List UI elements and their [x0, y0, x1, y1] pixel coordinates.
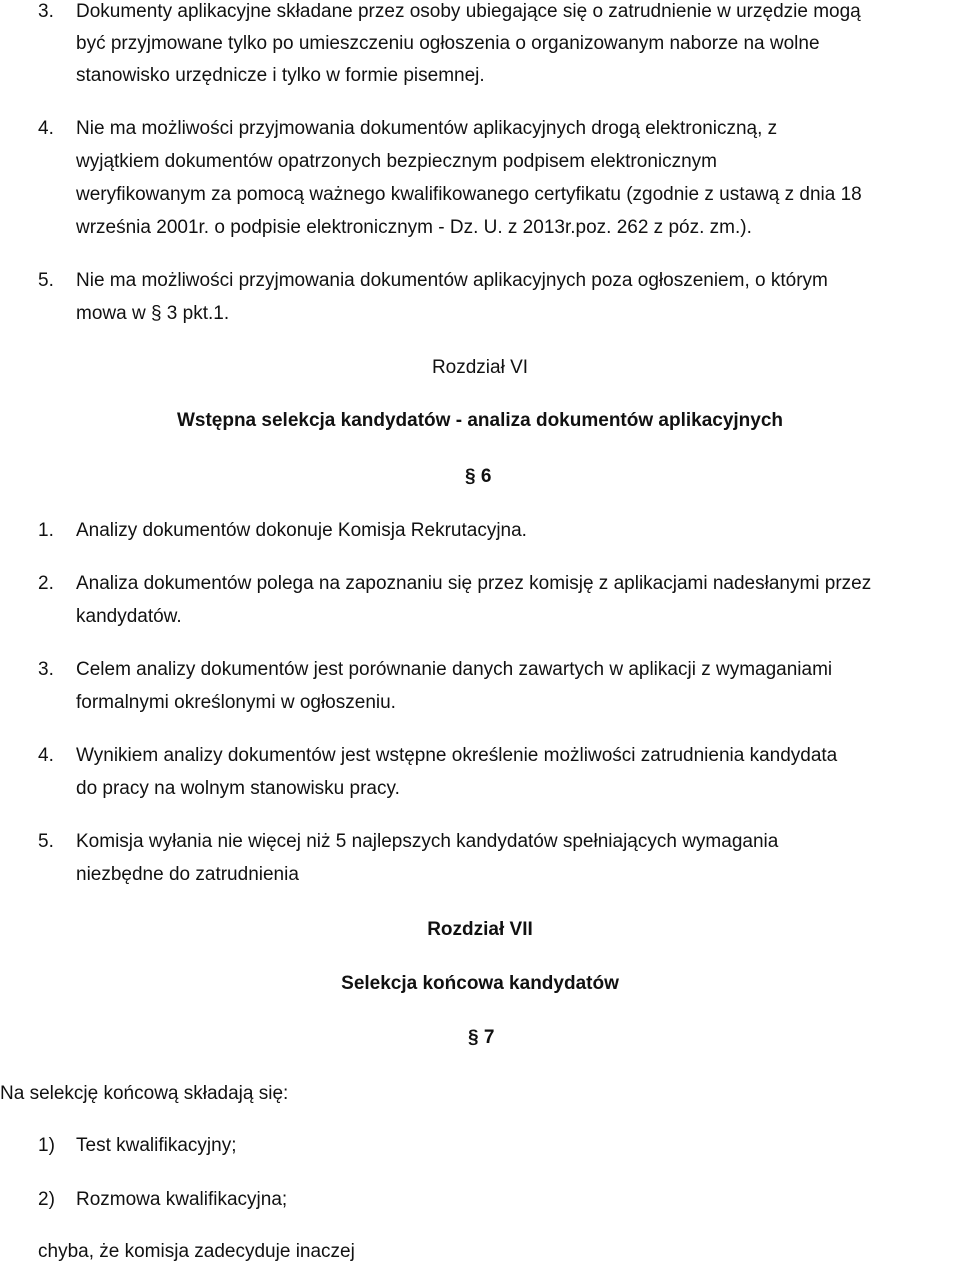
- item-text-line: być przyjmowane tylko po umieszczeniu ogłoszenia o organizowanym naborze na wolne: [76, 33, 820, 54]
- item-text-line: Nie ma możliwości przyjmowania dokumentów aplikacyjnych poza ogłoszeniem, o którym: [76, 270, 828, 291]
- item-text-line: Analizy dokumentów dokonuje Komisja Rekrutacyjna.: [76, 520, 527, 541]
- item-number: 1): [38, 1135, 55, 1156]
- item-number: 3.: [38, 1, 54, 22]
- note-text: chyba, że komisja zadecyduje inaczej: [38, 1241, 355, 1262]
- item-text-line: Rozmowa kwalifikacyjna;: [76, 1189, 288, 1210]
- item-text-line: do pracy na wolnym stanowisku pracy.: [76, 778, 400, 799]
- intro-text: Na selekcję końcową składają się:: [0, 1083, 289, 1104]
- item-text-line: Komisja wyłania nie więcej niż 5 najlepszych kandydatów spełniających wymagania: [76, 831, 779, 852]
- item-number: 5.: [38, 270, 54, 291]
- item-number: 3.: [38, 659, 54, 680]
- item-text-line: mowa w § 3 pkt.1.: [76, 303, 230, 324]
- item-text-line: wyjątkiem dokumentów opatrzonych bezpiecznym podpisem elektronicznym: [76, 151, 718, 172]
- item-text-line: Celem analizy dokumentów jest porównanie danych zawartych w aplikacji z wymaganiami: [76, 659, 833, 680]
- item-text-line: Wynikiem analizy dokumentów jest wstępne określenie możliwości zatrudnienia kandydata: [76, 745, 838, 766]
- item-number: 2): [38, 1189, 55, 1210]
- chapter-title: Rozdział VII: [427, 919, 533, 940]
- chapter-subtitle: Selekcja końcowa kandydatów: [341, 973, 619, 994]
- chapter-subtitle: Wstępna selekcja kandydatów - analiza dokumentów aplikacyjnych: [176, 410, 784, 431]
- item-number: 4.: [38, 118, 54, 139]
- paragraph-sign: § 7: [468, 1027, 495, 1048]
- paragraph-sign: § 6: [465, 466, 492, 487]
- item-text-line: niezbędne do zatrudnienia: [76, 864, 299, 885]
- item-number: 5.: [38, 831, 54, 852]
- chapter-title: Rozdział VI: [431, 357, 529, 378]
- item-text-line: Dokumenty aplikacyjne składane przez osoby ubiegające się o zatrudnienie w urzędzie mogą: [76, 1, 861, 22]
- item-number: 1.: [38, 520, 54, 541]
- item-text-line: Nie ma możliwości przyjmowania dokumentów aplikacyjnych drogą elektroniczną, z: [76, 118, 778, 139]
- item-text-line: Test kwalifikacyjny;: [76, 1135, 237, 1156]
- item-text-line: stanowisko urzędnicze i tylko w formie pisemnej.: [76, 65, 485, 86]
- item-text-line: formalnymi określonymi w ogłoszeniu.: [76, 692, 396, 713]
- item-number: 4.: [38, 745, 54, 766]
- item-text-line: weryfikowanym za pomocą ważnego kwalifikowanego certyfikatu (zgodnie z ustawą z dnia 18: [76, 184, 862, 205]
- item-text-line: września 2001r. o podpisie elektronicznym - Dz. U. z 2013r.poz. 262 z póz. zm.).: [76, 217, 752, 238]
- item-text-line: kandydatów.: [76, 606, 182, 627]
- item-text-line: Analiza dokumentów polega na zapoznaniu się przez komisję z aplikacjami nadesłanymi przez: [76, 573, 872, 594]
- item-number: 2.: [38, 573, 54, 594]
